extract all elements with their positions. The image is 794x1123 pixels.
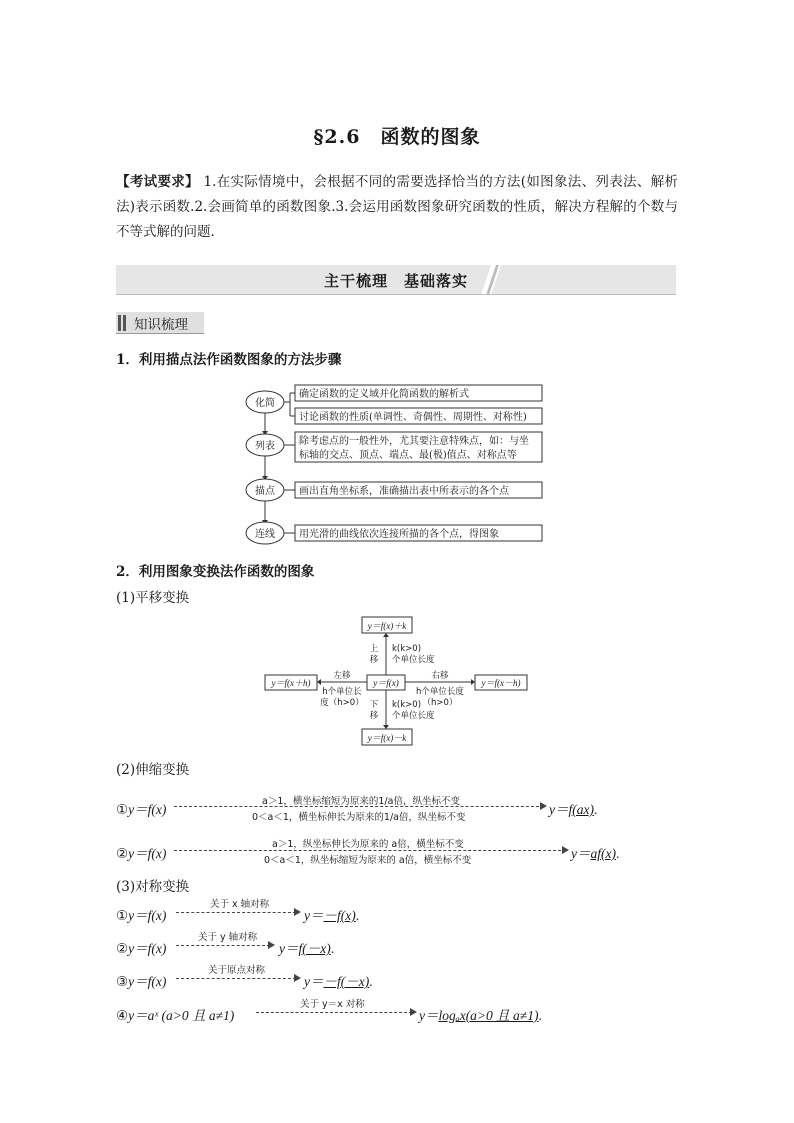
down-cond: 个单位长度 <box>392 711 435 721</box>
stretch-result-1: y＝f(ax). <box>549 802 598 817</box>
step-text: 标轴的交点、顶点、端点、最(极)值点、对称点等 <box>299 450 517 461</box>
symmetry-formula-3: ③y＝f(x) <box>116 974 167 989</box>
exam-requirement <box>116 170 678 245</box>
symmetry-cond: 关于 y 轴对称 <box>198 932 258 943</box>
formula-left: y＝f(x＋h) <box>271 678 311 688</box>
page-title: §2.6 函数的图象 <box>313 126 481 148</box>
symmetry-arrow <box>176 978 296 979</box>
exam-requirement-text: 1.在实际情境中，会根据不同的需要选择恰当的方法(如图象法、列表法、解析法)表示函数.2.会画简单的函数图象.3.会运用函数图象研究函数的性质，解决方程解的个数与不等式解的问题． <box>116 174 679 240</box>
translation-heading: (1)平移变换 <box>116 590 190 606</box>
arrow-head-icon <box>410 1008 417 1016</box>
up-cond: k(k>0) <box>392 644 422 654</box>
up-label: 移 <box>369 655 379 665</box>
down-label: 下 <box>369 700 379 710</box>
stretch-formula-2 <box>116 842 166 862</box>
step-text: 讨论函数的性质(单调性、奇偶性、周期性、对称性) <box>299 412 527 423</box>
answer: logₐx(a>0 且 a≠1) <box>438 1008 539 1023</box>
section-tag: 知识梳理 <box>134 317 188 333</box>
symmetry-result-2: y＝f(－x). <box>279 941 335 956</box>
formula-lhs: y＝f(x) <box>128 802 167 817</box>
answer: －f(－x) <box>323 974 370 989</box>
symmetry-formula-4: ④y＝aˣ (a>0 且 a≠1) <box>116 1008 235 1023</box>
up-label: 上 <box>369 644 379 654</box>
exam-requirement-tag: 【考试要求】 <box>116 174 199 190</box>
item-number: ① <box>116 802 129 817</box>
answer: af(x) <box>590 846 616 861</box>
step-text: 确定函数的定义域并化简函数的解析式 <box>299 389 469 400</box>
symmetry-cond: 关于 y＝x 对称 <box>300 999 365 1010</box>
formula-center: y＝f(x) <box>373 678 399 688</box>
point2-title: 2．利用图象变换法作函数的图象 <box>116 564 315 580</box>
point1-title: 1．利用描点法作函数图象的方法步骤 <box>116 352 342 368</box>
right-label: 右移 <box>431 671 449 681</box>
arrow-head-icon <box>294 908 301 916</box>
step-label: 描点 <box>255 486 275 497</box>
answer: f(ax) <box>568 802 594 817</box>
symmetry-arrow <box>176 912 296 913</box>
item-number: ② <box>116 846 129 861</box>
formula-lhs: y＝f(x) <box>128 846 167 861</box>
left-cond: 度（h>0） <box>320 698 364 708</box>
step-label: 连线 <box>255 529 275 540</box>
step-text: 除考虑点的一般性外，尤其要注意特殊点，如：与坐 <box>299 436 529 447</box>
stretch-cond-top: a＞1，纵坐标伸长为原来的 a倍，横坐标不变 <box>272 839 464 850</box>
step-text: 用光滑的曲线依次连接所描的各个点，得图象 <box>299 529 499 540</box>
stretch-cond-bottom: 0＜a＜1，横坐标伸长为原来的1/a倍，纵坐标不变 <box>252 812 466 823</box>
stretch-formula-1 <box>116 798 166 818</box>
translation-diagram <box>262 615 532 750</box>
symmetry-arrow <box>176 945 270 946</box>
arrow-head-icon <box>294 974 301 982</box>
stretch-cond-top: a＞1，横坐标缩短为原来的1/a倍，纵坐标不变 <box>262 796 460 807</box>
symmetry-cond: 关于 x 轴对称 <box>210 899 270 910</box>
right-cond: （h>0） <box>422 698 458 708</box>
symmetry-result-4: y＝logₐx(a>0 且 a≠1). <box>419 1008 542 1023</box>
symmetry-heading: (3)对称变换 <box>116 879 190 895</box>
banner-title: 主干梳理 基础落实 <box>323 272 468 290</box>
symmetry-result-3: y＝－f(－x). <box>304 974 373 989</box>
answer: －f(x) <box>323 908 356 923</box>
arrow-head-icon <box>562 846 569 854</box>
symmetry-cond: 关于原点对称 <box>208 965 266 976</box>
stretch-cond-bottom: 0＜a＜1，纵坐标缩短为原来的 a倍，横坐标不变 <box>264 855 472 866</box>
symmetry-formula-2: ②y＝f(x) <box>116 941 167 956</box>
formula-right: y＝f(x－h) <box>481 678 521 688</box>
right-cond: h个单位长度 <box>416 687 464 697</box>
down-label: 移 <box>369 711 379 721</box>
symmetry-result-1: y＝－f(x). <box>304 908 360 923</box>
plotting-steps-flowchart <box>245 380 545 548</box>
formula-up: y＝f(x)＋k <box>367 621 407 631</box>
stretch-heading: (2)伸缩变换 <box>116 762 190 778</box>
left-label: 左移 <box>333 671 351 681</box>
step-label: 列表 <box>255 441 275 452</box>
arrow-head-icon <box>540 802 547 810</box>
step-label: 化简 <box>255 398 275 409</box>
down-cond: k(k>0) <box>392 700 422 710</box>
stretch-result-2: y＝af(x). <box>571 846 620 861</box>
step-text: 画出直角坐标系，准确描出表中所表示的各个点 <box>299 486 509 497</box>
symmetry-arrow <box>256 1012 412 1013</box>
answer: f(－x) <box>298 941 331 956</box>
arrow-head-icon <box>268 941 275 949</box>
symmetry-formula-1: ①y＝f(x) <box>116 908 167 923</box>
left-cond: h个单位长 <box>322 687 362 697</box>
formula-down: y＝f(x)－k <box>367 733 407 743</box>
up-cond: 个单位长度 <box>392 655 435 665</box>
